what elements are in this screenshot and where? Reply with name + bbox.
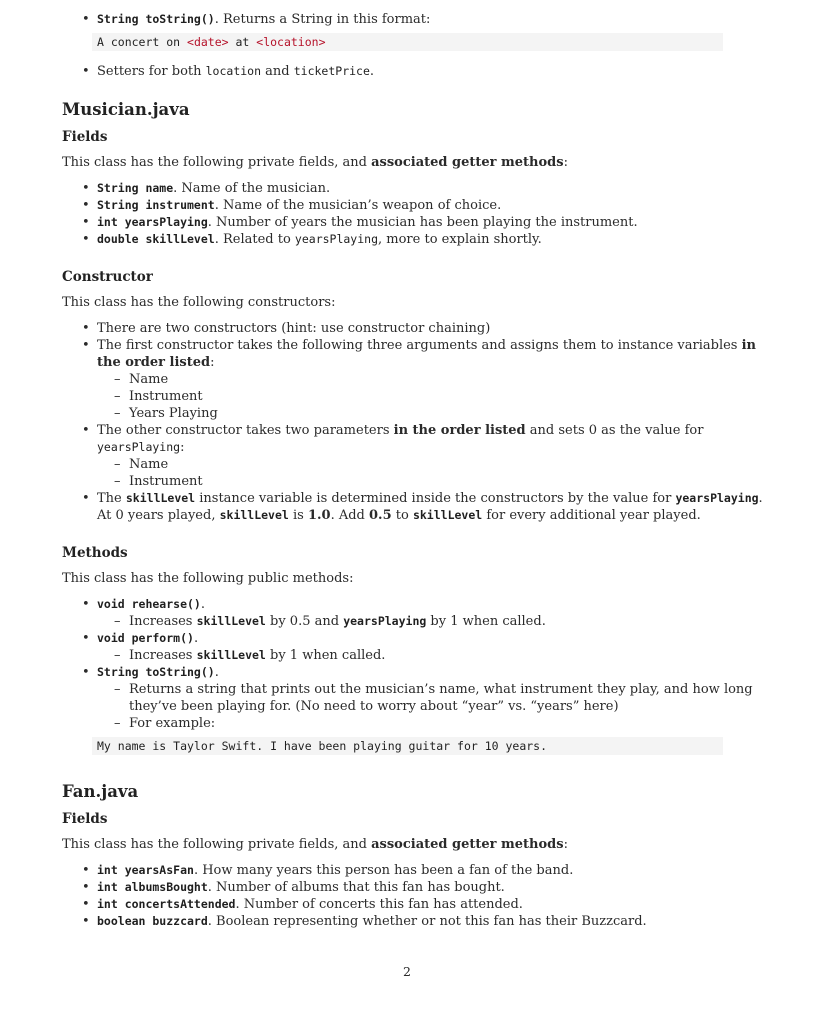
list-item: • int concertsAttended. Number of concerts this fan has attended. bbox=[97, 896, 769, 913]
methods-list bbox=[62, 596, 769, 732]
list-item: – Returns a string that prints out the musician’s name, what instrument they play, and how long they’ve been playing for. (No need to worry about “year” vs. “years” here) bbox=[129, 681, 769, 715]
fields-intro: This class has the following private fields, and associated getter methods: bbox=[62, 837, 568, 852]
format-code-block: A concert on <date> at <location> bbox=[92, 33, 723, 51]
fields-intro: This class has the following private fields, and associated getter methods: bbox=[62, 155, 568, 170]
list-item: – Name bbox=[129, 371, 769, 388]
list-item: – Years Playing bbox=[129, 405, 769, 422]
list-item: • String toString(). – Returns a string that prints out the musician’s name, what instrument they play, and how long they’ve been playing for. (No need to worry about “year” vs. “years” here) – For example: bbox=[97, 664, 769, 732]
subsection-constructor: Constructor bbox=[62, 269, 153, 285]
constructor-args-list bbox=[97, 371, 769, 422]
list-item: • There are two constructors (hint: use constructor chaining) bbox=[97, 320, 769, 337]
constructor-list bbox=[62, 320, 769, 524]
list-item: – Name bbox=[129, 456, 769, 473]
list-item: • int yearsPlaying. Number of years the musician has been playing the instrument. bbox=[97, 214, 769, 231]
concert-methods-list bbox=[62, 11, 769, 28]
list-item: – Increases skillLevel by 0.5 and yearsPlaying by 1 when called. bbox=[129, 613, 769, 630]
setters-list bbox=[62, 63, 769, 80]
constructor-intro: This class has the following constructors: bbox=[62, 295, 336, 310]
list-item: – Instrument bbox=[129, 473, 769, 490]
list-item: • String toString(). Returns a String in this format: bbox=[97, 11, 769, 28]
section-title-fan: Fan.java bbox=[62, 782, 139, 801]
method-desc-list bbox=[97, 681, 769, 732]
method-desc-list bbox=[97, 613, 769, 630]
list-item: • String name. Name of the musician. bbox=[97, 180, 769, 197]
list-item: • boolean buzzcard. Boolean representing whether or not this fan has their Buzzcard. bbox=[97, 913, 769, 930]
list-item: • double skillLevel. Related to yearsPlaying, more to explain shortly. bbox=[97, 231, 769, 248]
list-item: • void rehearse(). – Increases skillLevel by 0.5 and yearsPlaying by 1 when called. bbox=[97, 596, 769, 630]
list-item: • int yearsAsFan. How many years this person has been a fan of the band. bbox=[97, 862, 769, 879]
list-item: • The first constructor takes the following three arguments and assigns them to instance variables in the order listed: – Name – Instrument – Years Playing bbox=[97, 337, 769, 422]
method-desc-list bbox=[97, 647, 769, 664]
subsection-methods: Methods bbox=[62, 545, 128, 561]
section-title-musician: Musician.java bbox=[62, 100, 190, 119]
subsection-fields: Fields bbox=[62, 811, 108, 827]
list-item: • Setters for both location and ticketPrice. bbox=[97, 63, 769, 80]
page-number: 2 bbox=[403, 964, 411, 979]
methods-intro: This class has the following public methods: bbox=[62, 571, 354, 586]
list-item: – Increases skillLevel by 1 when called. bbox=[129, 647, 769, 664]
list-item: • The other constructor takes two parameters in the order listed and sets 0 as the value for yearsPlaying: – Name – Instrument bbox=[97, 422, 769, 490]
list-item: • String instrument. Name of the musician’s weapon of choice. bbox=[97, 197, 769, 214]
example-code-block: My name is Taylor Swift. I have been playing guitar for 10 years. bbox=[92, 737, 723, 755]
list-item: – For example: bbox=[129, 715, 769, 732]
constructor-args-list bbox=[97, 456, 769, 490]
list-item: • int albumsBought. Number of albums that this fan has bought. bbox=[97, 879, 769, 896]
fan-fields-list bbox=[62, 862, 769, 930]
tostring-description: . Returns a String in this format: bbox=[214, 12, 431, 27]
list-item: – Instrument bbox=[129, 388, 769, 405]
musician-fields-list bbox=[62, 180, 769, 248]
subsection-fields: Fields bbox=[62, 129, 108, 145]
list-item: • void perform(). – Increases skillLevel by 1 when called. bbox=[97, 630, 769, 664]
list-item: • The skillLevel instance variable is determined inside the constructors by the value for yearsPlaying. At 0 years played, skillLevel is 1.0. Add 0.5 to skillLevel for every additional year played. bbox=[97, 490, 769, 524]
